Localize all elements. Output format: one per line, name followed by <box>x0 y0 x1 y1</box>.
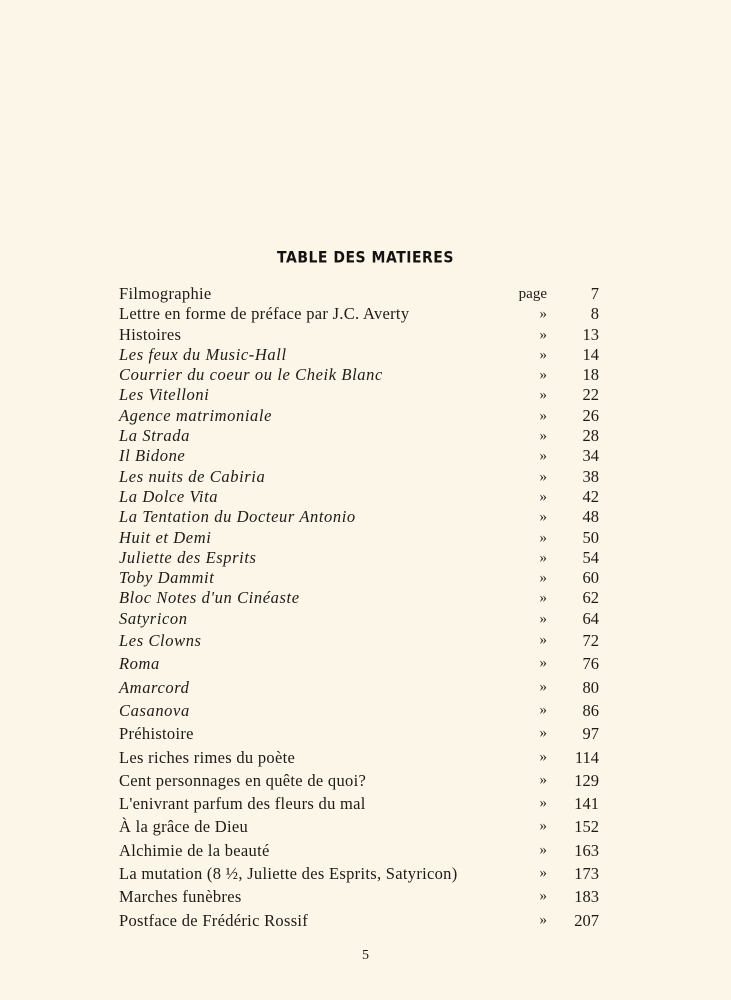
toc-entry-title: Satyricon <box>119 608 188 628</box>
toc-entry <box>119 284 599 304</box>
toc-entry-marker: » <box>539 529 547 546</box>
page-title: TABLE DES MATIERES <box>277 248 454 268</box>
toc-entry-title: Marches funèbres <box>119 887 242 907</box>
toc-entry-marker: » <box>539 590 547 607</box>
toc-entry-page: 60 <box>582 568 599 588</box>
toc-entry <box>119 325 599 345</box>
toc-entry-title: Il Bidone <box>119 446 186 466</box>
toc-entry-title: Huit et Demi <box>119 527 212 547</box>
toc-entry <box>119 746 599 769</box>
toc-entry-page: 152 <box>574 817 599 837</box>
toc-entry <box>119 588 599 608</box>
toc-entry-marker: » <box>539 632 547 649</box>
toc-entry-marker: » <box>539 610 547 627</box>
toc-entry <box>119 507 599 527</box>
toc-entry-title: Roma <box>119 654 160 674</box>
toc-entry-page: 7 <box>590 284 599 303</box>
toc-entry-page: 14 <box>582 344 599 364</box>
toc-entry-marker: » <box>539 771 547 788</box>
toc-entry <box>119 568 599 588</box>
toc-entry-page: 34 <box>582 446 599 466</box>
toc-entry <box>119 909 599 932</box>
toc-entry-page: 8 <box>590 304 599 324</box>
toc-entry-marker: » <box>539 888 547 905</box>
toc-entry-page: 26 <box>582 405 599 425</box>
toc-entry <box>119 629 599 652</box>
toc-entry-page: 183 <box>574 887 599 907</box>
page-number: 5 <box>362 948 369 963</box>
toc-entry-marker: » <box>539 865 547 882</box>
toc-entry <box>119 652 599 675</box>
toc-entry-marker: » <box>539 725 547 742</box>
toc-entry-page: 72 <box>582 631 599 651</box>
toc-entry-title: L'enivrant parfum des fleurs du mal <box>119 794 366 814</box>
toc-entry-title: Postface de Frédéric Rossif <box>119 910 309 930</box>
toc-entry-page: 64 <box>582 608 599 628</box>
table-of-contents <box>119 284 599 932</box>
toc-entry-marker: » <box>539 428 547 445</box>
toc-entry <box>119 548 599 568</box>
toc-entry-page: 62 <box>582 588 599 608</box>
toc-entry <box>119 426 599 446</box>
toc-entry-page: 97 <box>582 724 599 744</box>
toc-entry-title: À la grâce de Dieu <box>119 817 249 837</box>
toc-entry-marker: » <box>539 488 547 505</box>
toc-entry-title: La Tentation du Docteur Antonio <box>119 507 356 527</box>
toc-entry <box>119 345 599 365</box>
toc-entry-marker: » <box>539 448 547 465</box>
toc-entry-marker: » <box>539 468 547 485</box>
toc-entry-page: 76 <box>582 654 599 674</box>
toc-entry-page: 18 <box>582 365 599 385</box>
toc-entry-title: Les feux du Music-Hall <box>119 344 287 364</box>
toc-entry-marker: » <box>539 326 547 343</box>
toc-entry-page: 86 <box>582 700 599 720</box>
toc-entry-marker: » <box>539 306 547 323</box>
toc-entry-marker: » <box>539 795 547 812</box>
toc-entry-page: 129 <box>574 770 599 790</box>
toc-entry-page: 207 <box>574 910 599 930</box>
toc-entry-marker: » <box>539 346 547 363</box>
toc-entry-marker: » <box>539 701 547 718</box>
toc-entry <box>119 528 599 548</box>
toc-entry-marker: » <box>539 841 547 858</box>
toc-entry-title: Bloc Notes d'un Cinéaste <box>119 588 300 608</box>
toc-entry-title: Alchimie de la beauté <box>119 840 270 860</box>
toc-entry-marker: » <box>539 549 547 566</box>
toc-entry <box>119 862 599 885</box>
toc-entry <box>119 446 599 466</box>
toc-entry-page: 163 <box>574 840 599 860</box>
toc-entry-marker: » <box>539 387 547 404</box>
toc-entry <box>119 815 599 838</box>
toc-entry-marker: » <box>539 509 547 526</box>
toc-entry-title: Agence matrimoniale <box>119 405 272 425</box>
toc-entry-marker: » <box>539 818 547 835</box>
toc-entry-page: 28 <box>582 426 599 446</box>
toc-entry-marker: » <box>539 748 547 765</box>
toc-entry-page: 13 <box>582 324 599 344</box>
toc-entry <box>119 406 599 426</box>
toc-entry-title: La Strada <box>119 426 190 446</box>
toc-entry-title: Amarcord <box>119 677 190 697</box>
toc-entry-title: Cent personnages en quête de quoi? <box>119 770 367 790</box>
toc-entry-title: Histoires <box>119 324 182 344</box>
toc-entry-page: 50 <box>582 527 599 547</box>
toc-entry-title: Courrier du coeur ou le Cheik Blanc <box>119 365 383 385</box>
toc-entry-title: Filmographie <box>119 284 212 303</box>
toc-entry-page: 173 <box>574 864 599 884</box>
toc-entry-page: 48 <box>582 507 599 527</box>
toc-entry <box>119 365 599 385</box>
toc-entry-title: La mutation (8 ½, Juliette des Esprits, Satyricon) <box>119 864 458 884</box>
toc-entry-title: Les riches rimes du poète <box>119 747 296 767</box>
toc-entry-marker: page <box>518 286 547 302</box>
toc-entry-title: Préhistoire <box>119 724 194 744</box>
toc-entry-title: Juliette des Esprits <box>119 547 257 567</box>
toc-entry <box>119 467 599 487</box>
toc-entry <box>119 699 599 722</box>
toc-entry-title: La Dolce Vita <box>119 486 219 506</box>
toc-entry-page: 42 <box>582 486 599 506</box>
toc-entry-page: 22 <box>582 385 599 405</box>
toc-entry <box>119 385 599 405</box>
toc-entry-page: 141 <box>574 794 599 814</box>
toc-entry <box>119 792 599 815</box>
toc-entry-marker: » <box>539 407 547 424</box>
toc-entry-marker: » <box>539 655 547 672</box>
toc-entry-marker: » <box>539 367 547 384</box>
toc-entry-marker: » <box>539 678 547 695</box>
toc-entry-title: Les nuits de Cabiria <box>119 466 266 486</box>
toc-entry <box>119 676 599 699</box>
toc-entry-page: 80 <box>582 677 599 697</box>
toc-entry-title: Les Vitelloni <box>119 385 210 405</box>
toc-entry-page: 38 <box>582 466 599 486</box>
toc-entry <box>119 885 599 908</box>
toc-entry <box>119 769 599 792</box>
toc-entry <box>119 839 599 862</box>
toc-entry-page: 114 <box>574 747 599 767</box>
toc-entry-title: Casanova <box>119 700 190 720</box>
toc-entry-marker: » <box>539 911 547 928</box>
toc-entry-title: Lettre en forme de préface par J.C. Averty <box>119 304 410 324</box>
toc-entry-page: 54 <box>582 547 599 567</box>
toc-entry <box>119 304 599 324</box>
toc-entry-title: Toby Dammit <box>119 568 215 588</box>
toc-entry-marker: » <box>539 570 547 587</box>
toc-entry <box>119 487 599 507</box>
toc-entry-title: Les Clowns <box>119 631 202 651</box>
toc-entry <box>119 722 599 745</box>
toc-entry <box>119 609 599 629</box>
